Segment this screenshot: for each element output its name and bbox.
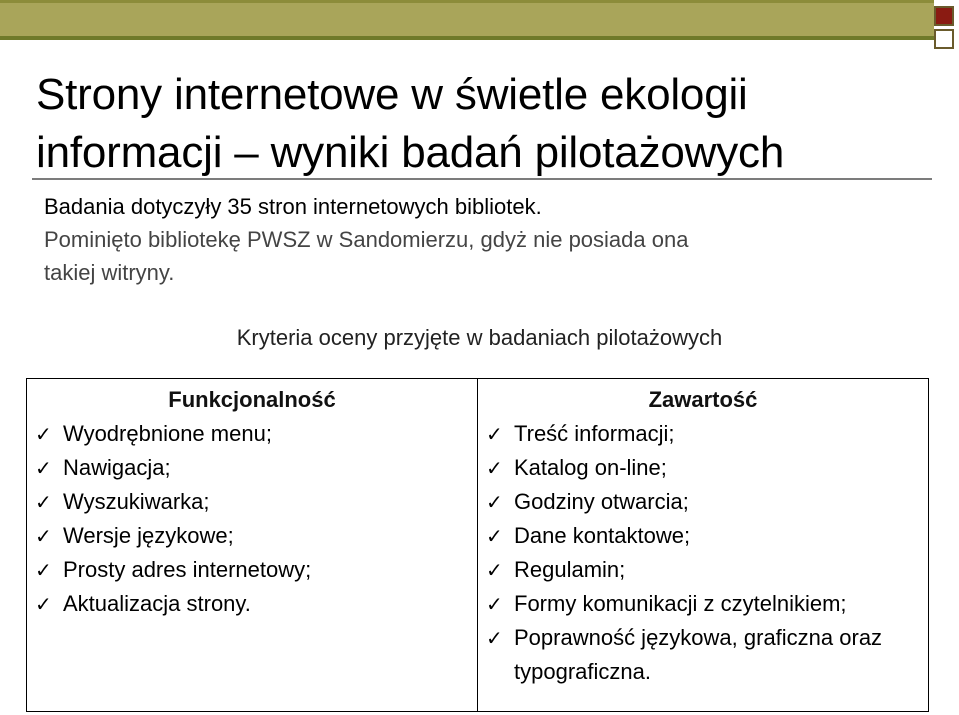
list-item-text: Nawigacja;: [63, 455, 171, 480]
functionality-header: Funkcjonalność: [168, 387, 336, 412]
list-item-text: Poprawność językowa, graficzna oraz typograficzna.: [514, 625, 883, 684]
top-decorative-bar: [0, 0, 934, 40]
list-item-text: Wyodrębnione menu;: [63, 421, 272, 446]
criteria-table: [26, 378, 929, 712]
content-header: Zawartość: [648, 387, 758, 412]
list-item: [486, 451, 928, 485]
list-item-text: Godziny otwarcia;: [514, 489, 689, 514]
list-item-text: Formy komunikacji z czytelnikiem;: [514, 591, 847, 616]
criteria-title: Kryteria oceny przyjęte w badaniach pilotażowych: [236, 325, 723, 350]
list-item: [35, 553, 477, 587]
slide-title: Strony internetowe w świetle ekologii informacji – wyniki badań pilotażowych: [36, 70, 785, 177]
checkmark-icon: ✓: [35, 558, 52, 582]
list-item-text: Katalog on-line;: [514, 455, 667, 480]
list-item-text: Treść informacji;: [514, 421, 675, 446]
checkmark-icon: ✓: [35, 456, 52, 480]
content-column: [477, 379, 928, 711]
list-item-text: Wersje językowe;: [63, 523, 234, 548]
list-item: [486, 519, 928, 553]
list-item: [486, 621, 928, 689]
list-item-text: Wyszukiwarka;: [63, 489, 210, 514]
list-item-text: Aktualizacja strony.: [63, 591, 251, 616]
corner-accent-square-outline: [934, 29, 954, 49]
content-list: [478, 417, 928, 689]
list-item: [486, 417, 928, 451]
list-item: [486, 553, 928, 587]
checkmark-icon: ✓: [35, 422, 52, 446]
intro-line-1: Badania dotyczyły 35 stron internetowych bibliotek.: [44, 194, 542, 219]
list-item: [486, 587, 928, 621]
checkmark-icon: ✓: [486, 490, 503, 514]
list-item-text: Prosty adres internetowy;: [63, 557, 312, 582]
corner-accent-square: [934, 6, 954, 26]
list-item: [35, 587, 477, 621]
functionality-column: [27, 379, 477, 711]
list-item-text: Dane kontaktowe;: [514, 523, 691, 548]
top-decorative-line: [0, 0, 934, 3]
list-item-text: Regulamin;: [514, 557, 626, 582]
checkmark-icon: ✓: [35, 490, 52, 514]
checkmark-icon: ✓: [486, 626, 503, 650]
list-item: [35, 519, 477, 553]
list-item: [486, 485, 928, 519]
checkmark-icon: ✓: [486, 592, 503, 616]
functionality-list: [27, 417, 477, 621]
checkmark-icon: ✓: [486, 456, 503, 480]
intro-line-3: takiej witryny.: [44, 260, 175, 285]
checkmark-icon: ✓: [486, 558, 503, 582]
checkmark-icon: ✓: [486, 422, 503, 446]
list-item: [35, 417, 477, 451]
list-item: [35, 451, 477, 485]
checkmark-icon: ✓: [35, 524, 52, 548]
intro-text: [44, 190, 904, 289]
checkmark-icon: ✓: [35, 592, 52, 616]
checkmark-icon: ✓: [486, 524, 503, 548]
title-divider: [32, 178, 932, 180]
list-item: [35, 485, 477, 519]
intro-line-2: Pominięto bibliotekę PWSZ w Sandomierzu, gdyż nie posiada ona: [44, 227, 689, 252]
